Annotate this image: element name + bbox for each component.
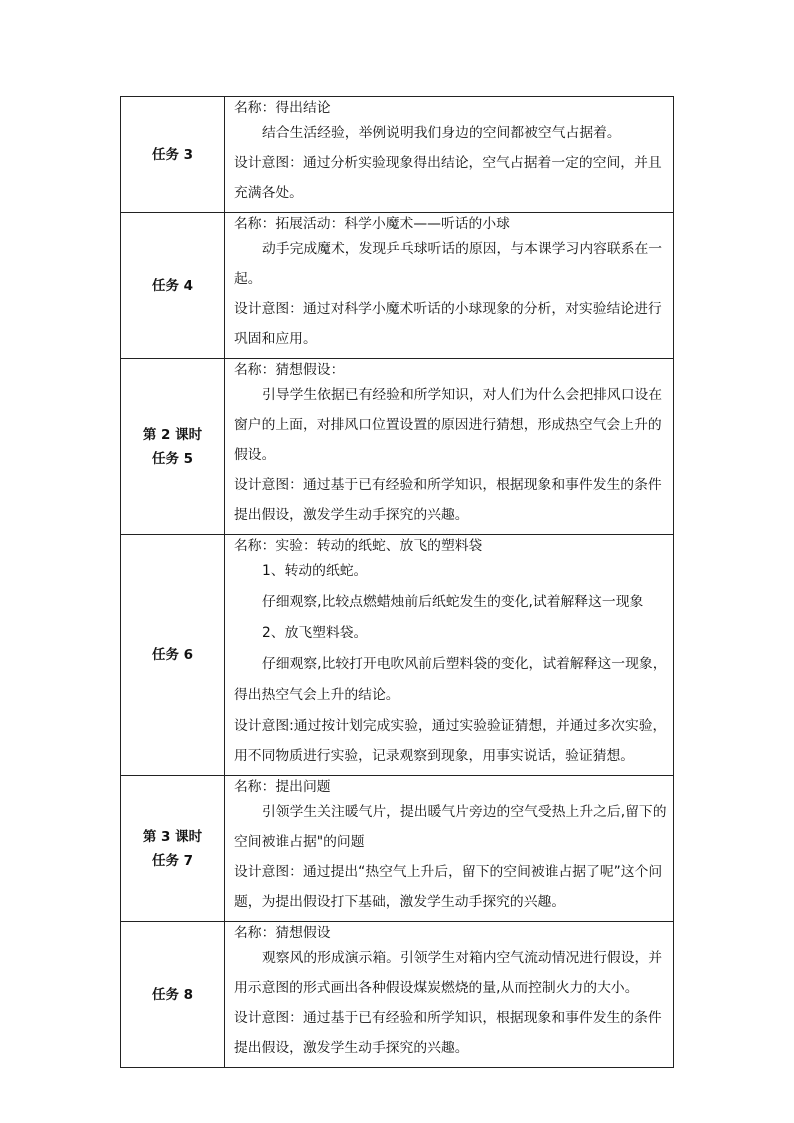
- task-content-cell: [225, 776, 674, 922]
- task-name: 名称：提出问题: [234, 779, 331, 795]
- experiment-step: 2、放飞塑料袋。: [262, 625, 368, 641]
- task-label: 任务 6: [151, 647, 194, 663]
- design-intent: 设计意图：通过对科学小魔术听话的小球现象的分析，对实验结论进行巩固和应用。: [234, 301, 662, 347]
- task-content-cell: [225, 359, 674, 535]
- design-intent: 设计意图：通过基于已有经验和所学知识，根据现象和事件发生的条件提出假设，激发学生动手探究的兴趣。: [234, 477, 662, 523]
- table-row: [121, 922, 674, 1068]
- experiment-step: 1、转动的纸蛇。: [262, 563, 368, 579]
- experiment-instruction: 仔细观察,比较点燃蜡烛前后纸蛇发生的变化,试着解释这一现象: [262, 594, 644, 610]
- design-intent: 设计意图:通过按计划完成实验，通过实验验证猜想，并通过多次实验，用不同物质进行实验，记录观察到现象，用事实说话，验证猜想。: [234, 718, 667, 764]
- lesson-period-label: 第 3 课时: [142, 828, 203, 845]
- task-label: 任务 5: [151, 450, 194, 467]
- task-label: 任务 7: [151, 852, 194, 869]
- task-name: 名称：拓展活动：科学小魔术——听话的小球: [234, 216, 510, 232]
- task-label-cell: [121, 97, 225, 213]
- task-description: 引领学生关注暖气片，提出暖气片旁边的空气受热上升之后,留下的空间被谁占据"的问题: [234, 804, 667, 850]
- task-name: 名称：猜想假设：: [234, 362, 345, 378]
- experiment-instruction: 仔细观察,比较打开电吹风前后塑料袋的变化，试着解释这一现象，得出热空气会上升的结论。: [234, 656, 667, 703]
- task-name: 名称：猜想假设: [234, 925, 331, 941]
- task-content-cell: [225, 922, 674, 1068]
- task-content-cell: [225, 535, 674, 776]
- table-row: [121, 97, 674, 213]
- lesson-plan-table: [120, 96, 674, 1068]
- task-name: 名称：实验：转动的纸蛇、放飞的塑料袋: [234, 538, 483, 554]
- task-label: 任务 8: [151, 986, 194, 1003]
- table-row: [121, 213, 674, 359]
- task-content-cell: [225, 213, 674, 359]
- task-label-cell: [121, 359, 225, 535]
- task-description: 动手完成魔术，发现乒乓球听话的原因，与本课学习内容联系在一起。: [234, 241, 663, 287]
- table-row: [121, 359, 674, 535]
- task-label-cell: [121, 535, 225, 776]
- design-intent: 设计意图：通过分析实验现象得出结论，空气占据着一定的空间，并且充满各处。: [234, 155, 662, 201]
- task-name: 名称：得出结论: [234, 100, 331, 116]
- task-label-cell: [121, 213, 225, 359]
- task-description: 引导学生依据已有经验和所学知识，对人们为什么会把排风口设在窗户的上面，对排风口位置设置的原因进行猜想，形成热空气会上升的假设。: [234, 387, 663, 463]
- task-label-cell: [121, 922, 225, 1068]
- table-row: [121, 776, 674, 922]
- task-label: 任务 4: [151, 277, 194, 294]
- task-description: 观察风的形成演示箱。引领学生对箱内空气流动情况进行假设，并用示意图的形式画出各种假设煤炭燃烧的量,从而控制火力的大小。: [234, 950, 663, 996]
- lesson-period-label: 第 2 课时: [142, 426, 203, 443]
- task-content-cell: [225, 97, 674, 213]
- task-description: 结合生活经验，举例说明我们身边的空间都被空气占据着。: [262, 125, 621, 141]
- design-intent: 设计意图：通过基于已有经验和所学知识，根据现象和事件发生的条件提出假设，激发学生动手探究的兴趣。: [234, 1010, 662, 1056]
- task-label-cell: [121, 776, 225, 922]
- task-label: 任务 3: [151, 146, 194, 163]
- table-row: [121, 535, 674, 776]
- design-intent: 设计意图：通过提出“热空气上升后，留下的空间被谁占据了呢”这个问题，为提出假设打下基础，激发学生动手探究的兴趣。: [234, 864, 663, 910]
